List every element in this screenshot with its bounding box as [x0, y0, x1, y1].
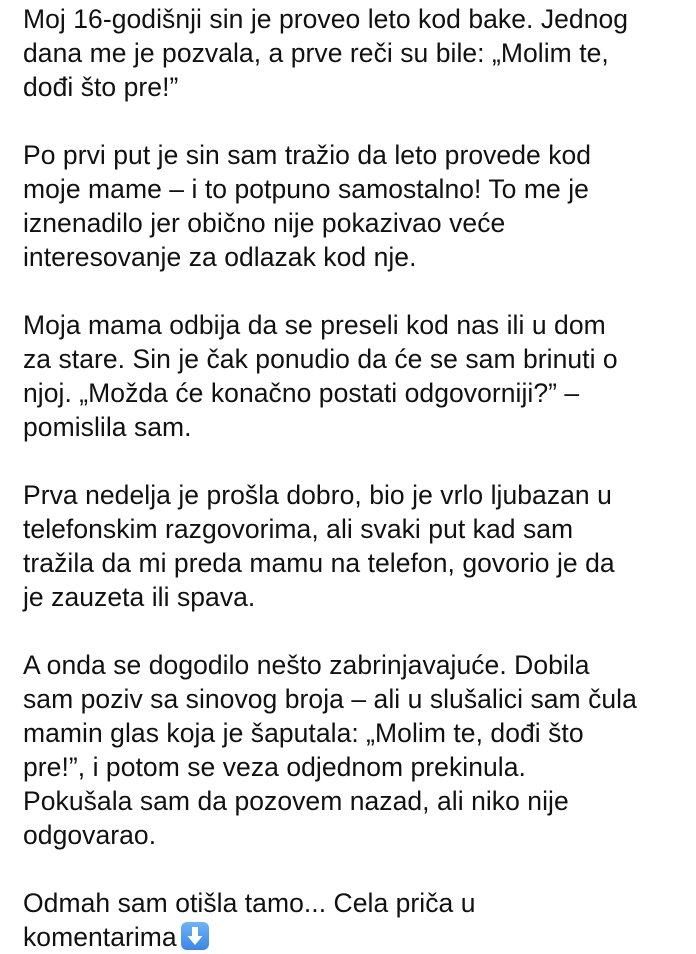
text-line-with-emoji: [23, 920, 688, 954]
text-line: Moj 16-godišnji sin je proveo leto kod bake. Jednog: [23, 4, 629, 34]
text-line: Moja mama odbija da se preseli kod nas ili u dom: [23, 310, 606, 340]
text-line: dana me je pozvala, a prve reči su bile: „Molim te,: [23, 38, 609, 68]
text-line: komentarima: [23, 922, 177, 952]
paragraph-1: [23, 2, 688, 104]
post-text: [23, 2, 688, 954]
text-line: Prva nedelja je prošla dobro, bio je vrlo ljubazan u: [23, 480, 612, 510]
text-line: odgovarao.: [23, 820, 157, 850]
text-line: za stare. Sin je čak ponudio da će se sam brinuti o: [23, 344, 618, 374]
paragraph-6: [23, 886, 688, 954]
paragraph-5: [23, 648, 688, 852]
text-line: moje mame – i to potpuno samostalno! To me je: [23, 174, 589, 204]
text-line: mamin glas koja je šaputala: „Molim te, dođi što: [23, 718, 584, 748]
text-line: dođi što pre!”: [23, 72, 179, 102]
paragraph-3: [23, 308, 688, 444]
text-line: pre!”, i potom se veza odjednom prekinula.: [23, 752, 526, 782]
text-line: iznenadilo jer obično nije pokazivao veće: [23, 208, 506, 238]
text-line: je zauzeta ili spava.: [23, 582, 256, 612]
text-line: Po prvi put je sin sam tražio da leto provede kod: [23, 140, 592, 170]
paragraph-4: [23, 478, 688, 614]
text-line: telefonskim razgovorima, ali svaki put kad sam: [23, 514, 574, 544]
text-line: tražila da mi preda mamu na telefon, govorio je da: [23, 548, 615, 578]
text-line: Pokušala sam da pozovem nazad, ali niko nije: [23, 786, 569, 816]
text-line: sam poziv sa sinovog broja – ali u slušalici sam čula: [23, 684, 637, 714]
text-line: interesovanje za odlazak kod nje.: [23, 242, 417, 272]
text-line: pomislila sam.: [23, 412, 192, 442]
text-line: A onda se dogodilo nešto zabrinjavajuće. Dobila: [23, 650, 590, 680]
text-line: Odmah sam otišla tamo... Cela priča u: [23, 888, 476, 918]
text-line: njoj. „Možda će konačno postati odgovorniji?” –: [23, 378, 580, 408]
paragraph-2: [23, 138, 688, 274]
down-arrow-emoji-icon: [181, 922, 209, 950]
